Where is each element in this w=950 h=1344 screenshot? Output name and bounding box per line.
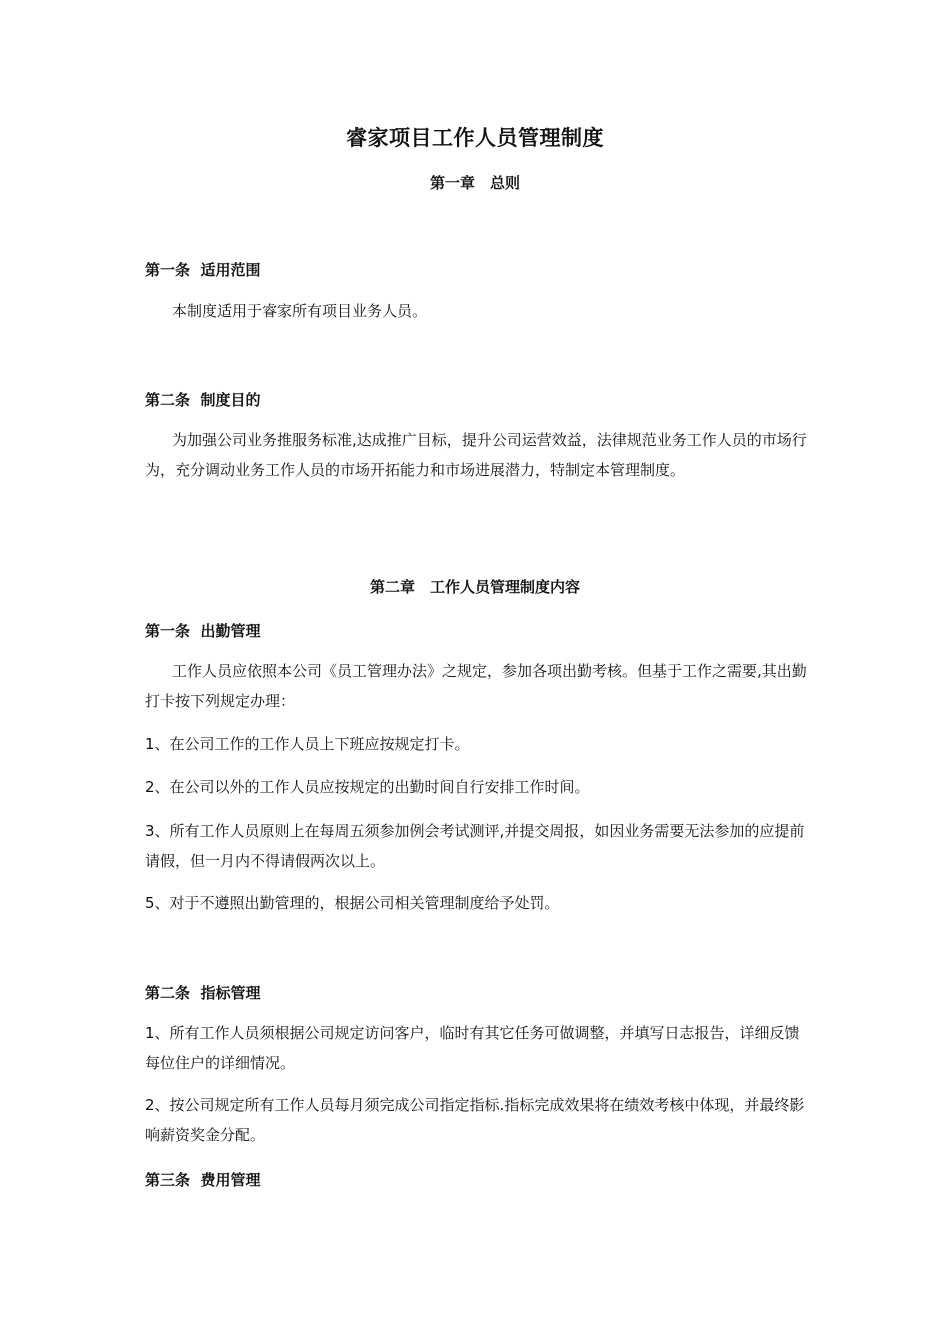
chapter-2-article-1-heading: 第一条 出勤管理 <box>145 622 261 640</box>
chapter-1-heading: 第一章 总则 <box>429 174 520 192</box>
chapter-2-article-2-heading: 第二条 指标管理 <box>145 984 261 1002</box>
chapter-2-article-2-item: 1、所有工作人员须根据公司规定访问客户，临时有其它任务可做调整，并填写日志报告，详细反馈每位住户的详细情况。 <box>145 1024 800 1072</box>
chapter-2-article-1-intro: 工作人员应依照本公司《员工管理办法》之规定，参加各项出勤考核。但基于工作之需要,其出勤打卡按下列规定办理： <box>145 662 807 710</box>
chapter-2-article-1-item: 3、所有工作人员原则上在每周五须参加例会考试测评,并提交周报，如因业务需要无法参加的应提前请假，但一月内不得请假两次以上。 <box>145 822 805 870</box>
chapter-2-article-1-item: 1、在公司工作的工作人员上下班应按规定打卡。 <box>145 735 470 753</box>
chapter-1-article-2-heading: 第二条 制度目的 <box>145 391 261 409</box>
chapter-2-heading: 第二章 工作人员管理制度内容 <box>369 578 580 596</box>
chapter-2-article-1-item: 2、在公司以外的工作人员应按规定的出勤时间自行安排工作时间。 <box>145 778 590 796</box>
chapter-2-article-2-item: 2、按公司规定所有工作人员每月须完成公司指定指标.指标完成效果将在绩效考核中体现，并最终影响薪资奖金分配。 <box>145 1096 805 1144</box>
chapter-2-article-3-heading: 第三条 费用管理 <box>145 1171 261 1189</box>
chapter-1-article-1-heading: 第一条 适用范围 <box>145 261 261 279</box>
chapter-1-article-2-text: 为加强公司业务推服务标准,达成推广目标，提升公司运营效益，法律规范业务工作人员的市场行为，充分调动业务工作人员的市场开拓能力和市场进展潜力，特制定本管理制度。 <box>145 431 807 479</box>
chapter-1-article-1-text: 本制度适用于睿家所有项目业务人员。 <box>172 302 428 320</box>
document-title: 睿家项目工作人员管理制度 <box>346 126 604 150</box>
chapter-2-article-1-item: 5、对于不遵照出勤管理的，根据公司相关管理制度给予处罚。 <box>145 894 560 912</box>
